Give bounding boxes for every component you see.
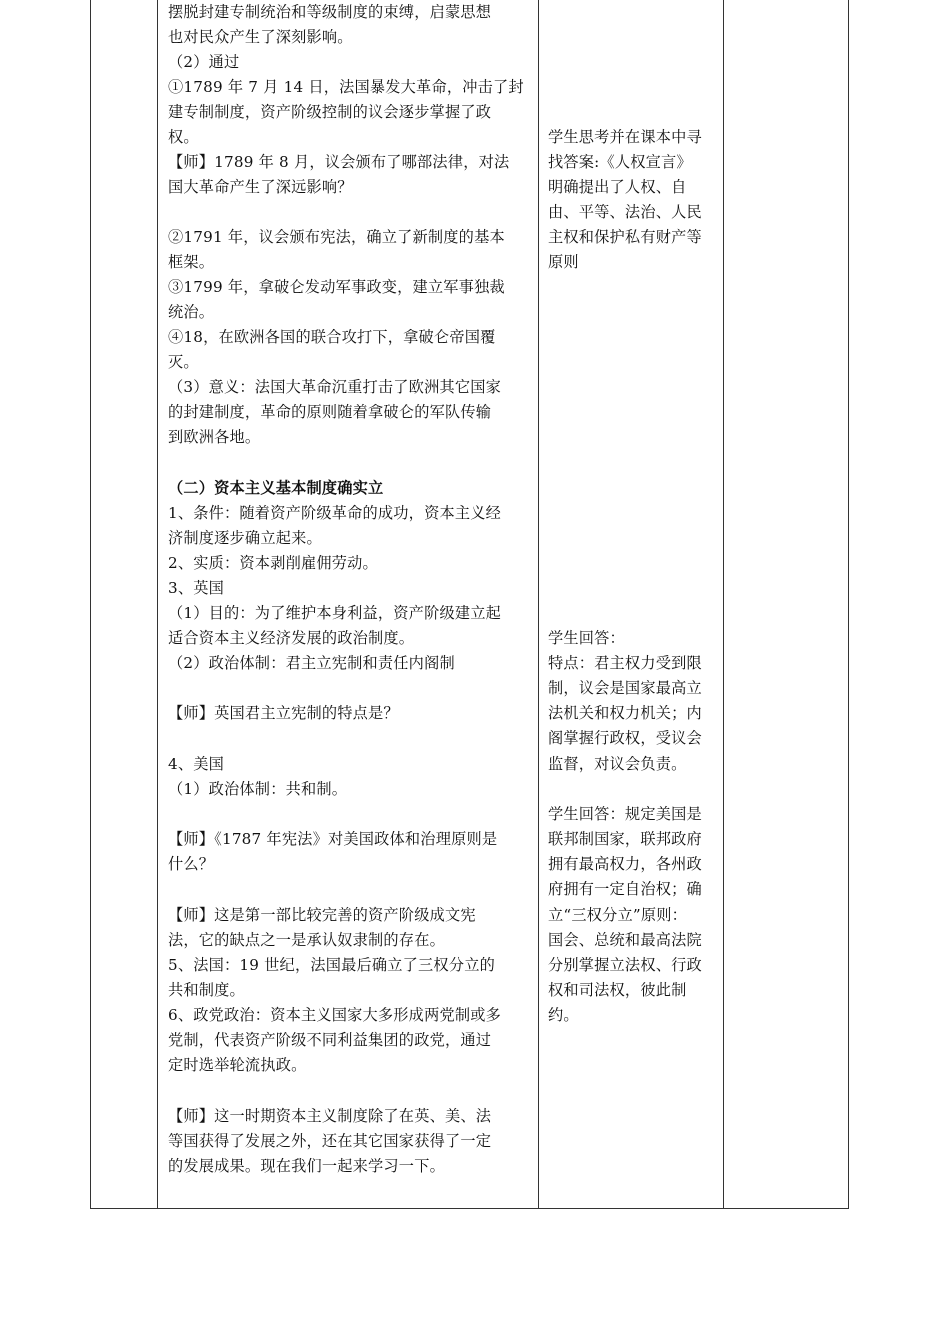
- student-line: 主权和保护私有财产等: [548, 228, 702, 246]
- student-line: 权和司法权，彼此制: [548, 981, 687, 999]
- lesson-plan-table: [90, 0, 849, 1209]
- content-line: 【师】这一时期资本主义制度除了在英、美、法: [168, 1107, 492, 1125]
- content-line: 国大革命产生了深远影响？: [168, 178, 353, 196]
- content-line: 建专制制度，资产阶级控制的议会逐步掌握了政: [168, 103, 492, 121]
- student-line: 找答案:《人权宣言》: [548, 153, 692, 171]
- content-line: （3）意义：法国大革命沉重打击了欧洲其它国家: [168, 378, 502, 396]
- content-line: 定时选举轮流执政。: [168, 1056, 307, 1074]
- content-line: （1）目的：为了维护本身利益，资产阶级建立起: [168, 604, 502, 622]
- content-line: ②1791 年，议会颁布宪法，确立了新制度的基本: [168, 228, 505, 246]
- content-line: 3、英国: [168, 579, 225, 597]
- content-line: 【师】英国君主立宪制的特点是？: [168, 704, 399, 722]
- student-line: 明确提出了人权、自: [548, 178, 687, 196]
- content-line: ①1789 年 7 月 14 日，法国暴发大革命，冲击了封: [168, 78, 524, 96]
- student-line: 制，议会是国家最高立: [548, 679, 702, 697]
- student-line: 分别掌握立法权、行政: [548, 956, 702, 974]
- content-line: 框架。: [168, 253, 215, 271]
- content-line: 党制，代表资产阶级不同利益集团的政党，通过: [168, 1031, 492, 1049]
- content-line: 权。: [168, 128, 199, 146]
- content-line: 的封建制度，革命的原则随着拿破仑的军队传输: [168, 403, 492, 421]
- content-line: 等国获得了发展之外，还在其它国家获得了一定: [168, 1132, 492, 1150]
- student-line: 联邦制国家，联邦政府: [548, 830, 702, 848]
- student-line: 学生思考并在课本中寻: [548, 128, 702, 146]
- content-line: ③1799 年，拿破仑发动军事政变，建立军事独裁: [168, 278, 505, 296]
- content-line: （2）通过: [168, 53, 240, 71]
- content-line: 共和制度。: [168, 981, 245, 999]
- student-line: 由、平等、法治、人民: [548, 203, 702, 221]
- content-line: 的发展成果。现在我们一起来学习一下。: [168, 1157, 445, 1175]
- student-line: 约。: [548, 1006, 579, 1024]
- content-line: 【师】1789 年 8 月，议会颁布了哪部法律，对法: [168, 153, 510, 171]
- content-line: 法，它的缺点之一是承认奴隶制的存在。: [168, 931, 445, 949]
- content-line: 到欧洲各地。: [168, 428, 261, 446]
- student-line: 原则: [548, 253, 579, 271]
- content-line: 6、政党政治：资本主义国家大多形成两党制或多: [168, 1006, 502, 1024]
- student-line: 拥有最高权力，各州政: [548, 855, 702, 873]
- content-line: （二）资本主义基本制度确实立: [168, 479, 384, 497]
- content-line: 1、条件：随着资产阶级革命的成功，资本主义经: [168, 504, 502, 522]
- student-line: 特点：君主权力受到限: [548, 654, 702, 672]
- content-line: ④18，在欧洲各国的联合攻打下，拿破仑帝国覆: [168, 328, 496, 346]
- column-divider: [723, 0, 724, 1208]
- student-line: 学生回答：规定美国是: [548, 805, 702, 823]
- student-line: 阁掌握行政权，受议会: [548, 729, 702, 747]
- content-line: （1）政治体制：共和制。: [168, 780, 348, 798]
- column-divider: [157, 0, 158, 1208]
- content-line: 【师】《1787 年宪法》对美国政体和治理原则是: [168, 830, 498, 848]
- student-line: 国会、总统和最高法院: [548, 931, 702, 949]
- content-line: 适合资本主义经济发展的政治制度。: [168, 629, 415, 647]
- content-line: 2、实质：资本剥削雇佣劳动。: [168, 554, 378, 572]
- content-line: 也对民众产生了深刻影响。: [168, 28, 353, 46]
- content-line: 灭。: [168, 353, 199, 371]
- content-line: 4、美国: [168, 755, 225, 773]
- student-line: 法机关和权力机关；内: [548, 704, 702, 722]
- student-line: 立“三权分立”原则：: [548, 906, 688, 924]
- content-line: 5、法国：19 世纪，法国最后确立了三权分立的: [168, 956, 495, 974]
- student-line: 府拥有一定自治权；确: [548, 880, 702, 898]
- content-line: 什么？: [168, 855, 215, 873]
- content-line: 【师】这是第一部比较完善的资产阶级成文宪: [168, 906, 476, 924]
- content-line: （2）政治体制：君主立宪制和责任内阁制: [168, 654, 455, 672]
- student-line: 学生回答：: [548, 629, 625, 647]
- content-line: 济制度逐步确立起来。: [168, 529, 322, 547]
- column-divider: [538, 0, 539, 1208]
- content-line: 摆脱封建专制统治和等级制度的束缚，启蒙思想: [168, 3, 492, 21]
- content-line: 统治。: [168, 303, 215, 321]
- student-line: 监督，对议会负责。: [548, 755, 687, 773]
